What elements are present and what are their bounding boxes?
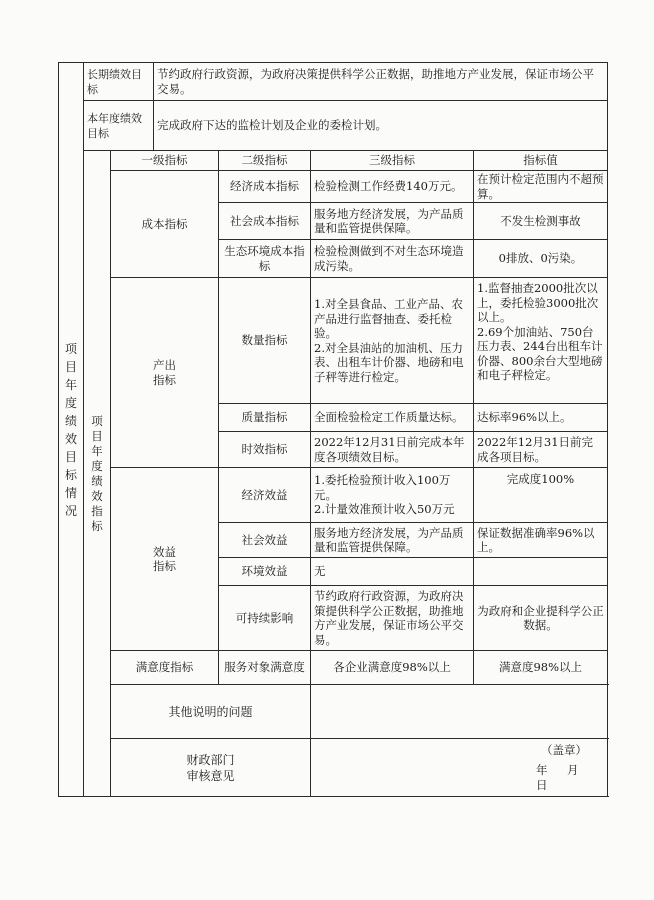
sustainable-impact-label: 可持续影响 [219,586,311,651]
seal-text: （盖章） [541,743,587,757]
cost-row-level3: 服务地方经济发展，为产品质量和监管提供保障。 [311,203,474,240]
header-value: 指标值 [474,151,608,171]
quantity-indicator-value: 1.监督抽查2000批次以上，委托检验3000批次以上。 2.69个加油站、750台压力表、244台出租车计价器、800余台大型地磅和电子秤检定。 [474,278,608,404]
satisfaction-indicator-label: 满意度指标 [111,651,219,685]
performance-table [58,62,608,797]
timeliness-indicator-detail: 2022年12月31日前完成本年度各项绩效目标。 [311,432,474,468]
social-benefit-label: 社会效益 [219,523,311,558]
environment-benefit-detail: 无 [311,558,474,586]
satisfaction-value: 满意度98%以上 [474,651,608,685]
finance-approval-content [311,739,608,797]
quality-indicator-label: 质量指标 [219,404,311,432]
header-level1: 一级指标 [111,151,219,171]
other-notes-content [311,685,608,739]
annual-goal-content: 完成政府下达的监检计划及企业的委检计划。 [154,101,608,151]
output-indicator-label: 产出指标 [111,278,219,468]
long-term-goal-label: 长期绩效目标 [84,63,154,101]
date-text: 年 月 日 [536,763,598,792]
environment-benefit-label: 环境效益 [219,558,311,586]
environment-benefit-value [474,558,608,586]
cost-indicator-label: 成本指标 [111,171,219,278]
quantity-indicator-detail: 1.对全县食品、工业产品、农产品进行监督抽查、委托检验。 2.对全县油站的加油机、压力表、出租车计价器、地磅和电子秤等进行检定。 [311,278,474,404]
social-benefit-detail: 服务地方经济发展，为产品质量和监管提供保障。 [311,523,474,558]
timeliness-indicator-label: 时效指标 [219,432,311,468]
cost-row-value: 0排放、0污染。 [474,240,608,278]
cost-row-level3: 检验检测工作经费140万元。 [311,171,474,203]
cost-row-level2: 社会成本指标 [219,203,311,240]
cost-row-value: 不发生检测事故 [474,203,608,240]
indicator-group-label: 项目年度绩效指标 [84,151,111,797]
other-notes-label: 其他说明的问题 [111,685,311,739]
quantity-indicator-label: 数量指标 [219,278,311,404]
sustainable-impact-detail: 节约政府行政资源，为政府决策提供科学公正数据，助推地方产业发展，保证市场公平交易。 [311,586,474,651]
quality-indicator-value: 达标率96%以上。 [474,404,608,432]
cost-row-value: 在预计检定范围内不超预算。 [474,171,608,203]
header-level2: 二级指标 [219,151,311,171]
satisfaction-level2: 服务对象满意度 [219,651,311,685]
cost-row-level2: 生态环境成本指标 [219,240,311,278]
economic-benefit-label: 经济效益 [219,468,311,523]
cost-row-level3: 检验检测做到不对生态环境造成污染。 [311,240,474,278]
satisfaction-level3: 各企业满意度98%以上 [311,651,474,685]
benefit-indicator-label: 效益指标 [111,468,219,651]
economic-benefit-value: 完成度100% [474,468,608,523]
cost-row-level2: 经济成本指标 [219,171,311,203]
sustainable-impact-value: 为政府和企业提科学公正数据。 [474,586,608,651]
finance-approval-label: 财政部门审核意见 [111,739,311,797]
quality-indicator-detail: 全面检验检定工作质量达标。 [311,404,474,432]
social-benefit-value: 保证数据准确率96%以上。 [474,523,608,558]
annual-goal-side-label: 项目年度绩效目标情况 [59,63,84,797]
timeliness-indicator-value: 2022年12月31日前完成各项目标。 [474,432,608,468]
header-level3: 三级指标 [311,151,474,171]
long-term-goal-content: 节约政府行政资源，为政府决策提供科学公正数据，助推地方产业发展，保证市场公平交易。 [154,63,608,101]
annual-goal-label: 本年度绩效目标 [84,101,154,151]
economic-benefit-detail: 1.委托检验预计收入100万元。 2.计量效准预计收入50万元 [311,468,474,523]
